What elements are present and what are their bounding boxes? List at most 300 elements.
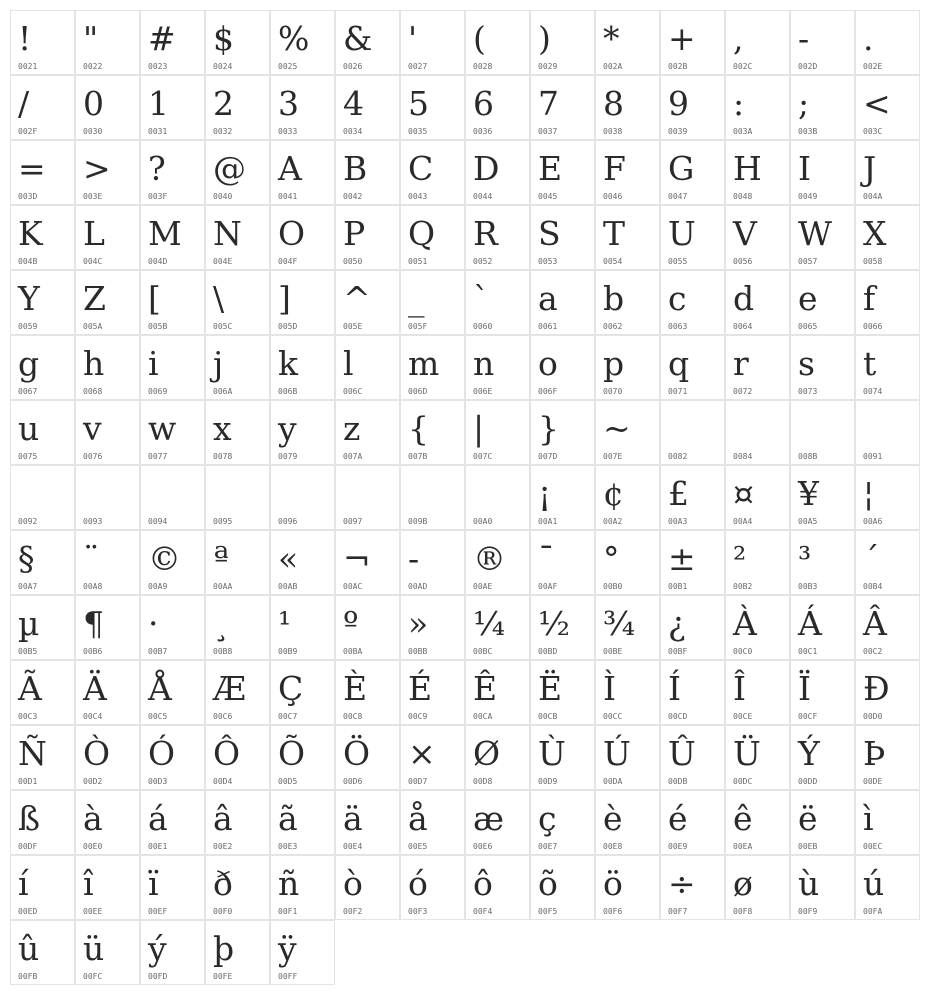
glyph-cell	[400, 855, 465, 920]
glyph-character: ^	[343, 279, 371, 318]
glyph-character: 8	[603, 84, 624, 123]
glyph-codepoint-label: 0038	[603, 127, 623, 136]
glyph-codepoint-label: 00E7	[538, 842, 558, 851]
glyph-character: Ï	[798, 669, 812, 708]
glyph-cell	[270, 465, 335, 530]
glyph-character: s	[798, 344, 815, 383]
glyph-cell	[725, 10, 790, 75]
glyph-cell	[855, 660, 920, 725]
glyph-codepoint-label: 00ED	[18, 907, 38, 916]
glyph-cell	[335, 530, 400, 595]
glyph-codepoint-label: 0029	[538, 62, 558, 71]
glyph-character: ³	[798, 539, 812, 578]
glyph-codepoint-label: 00F9	[798, 907, 818, 916]
glyph-codepoint-label: 0095	[213, 517, 233, 526]
glyph-character: <	[863, 84, 891, 123]
glyph-codepoint-label: 00AE	[473, 582, 493, 591]
glyph-character: Å	[148, 669, 172, 708]
glyph-codepoint-label: 0023	[148, 62, 168, 71]
glyph-cell	[530, 335, 595, 400]
glyph-character: Ã	[18, 669, 42, 708]
glyph-codepoint-label: 005A	[83, 322, 103, 331]
glyph-codepoint-label: 00B4	[863, 582, 883, 591]
glyph-cell	[660, 205, 725, 270]
glyph-cell	[140, 855, 205, 920]
glyph-character: Õ	[278, 734, 306, 773]
glyph-cell	[270, 10, 335, 75]
glyph-character: n	[473, 344, 495, 383]
glyph-character: T	[603, 214, 626, 253]
glyph-cell	[75, 465, 140, 530]
glyph-codepoint-label: 0027	[408, 62, 428, 71]
glyph-cell	[10, 400, 75, 465]
glyph-codepoint-label: 00B8	[213, 647, 233, 656]
glyph-cell	[465, 595, 530, 660]
glyph-cell	[75, 855, 140, 920]
glyph-cell	[205, 400, 270, 465]
glyph-cell	[335, 205, 400, 270]
glyph-cell	[75, 10, 140, 75]
glyph-character: q	[668, 344, 690, 383]
glyph-character: a	[538, 279, 558, 318]
glyph-character: U	[668, 214, 696, 253]
glyph-character: Î	[733, 669, 747, 708]
glyph-character: ~	[603, 409, 631, 448]
glyph-cell	[465, 10, 530, 75]
glyph-codepoint-label: 00BA	[343, 647, 363, 656]
glyph-cell	[75, 530, 140, 595]
glyph-codepoint-label: 002D	[798, 62, 818, 71]
glyph-character: )	[538, 19, 551, 58]
glyph-character: ß	[18, 799, 41, 838]
glyph-codepoint-label: 00EE	[83, 907, 103, 916]
glyph-cell	[530, 400, 595, 465]
glyph-character: h	[83, 344, 105, 383]
glyph-cell	[790, 270, 855, 335]
glyph-cell	[10, 790, 75, 855]
glyph-character: «	[278, 539, 299, 578]
glyph-codepoint-label: 00E2	[213, 842, 233, 851]
glyph-character: î	[83, 864, 94, 903]
glyph-codepoint-label: 00F3	[408, 907, 428, 916]
glyph-character: =	[18, 149, 46, 188]
glyph-codepoint-label: 0070	[603, 387, 623, 396]
glyph-codepoint-label: 0079	[278, 452, 298, 461]
glyph-codepoint-label: 00A0	[473, 517, 493, 526]
glyph-character: d	[733, 279, 755, 318]
glyph-character: M	[148, 214, 182, 253]
glyph-codepoint-label: 00D9	[538, 777, 558, 786]
glyph-character: Ö	[343, 734, 371, 773]
glyph-codepoint-label: 0044	[473, 192, 493, 201]
glyph-codepoint-label: 0055	[668, 257, 688, 266]
glyph-codepoint-label: 0059	[18, 322, 38, 331]
glyph-cell	[595, 530, 660, 595]
glyph-character: x	[213, 409, 232, 448]
glyph-character: E	[538, 149, 563, 188]
glyph-codepoint-label: 00AA	[213, 582, 233, 591]
glyph-cell	[140, 660, 205, 725]
glyph-cell	[530, 595, 595, 660]
glyph-character: %	[278, 19, 310, 58]
glyph-character: @	[213, 149, 246, 188]
glyph-codepoint-label: 00AF	[538, 582, 558, 591]
glyph-cell	[335, 790, 400, 855]
glyph-character: É	[408, 669, 433, 708]
glyph-character: ¯	[538, 539, 555, 578]
glyph-codepoint-label: 00BE	[603, 647, 623, 656]
glyph-character: Û	[668, 734, 696, 773]
glyph-character: Ê	[473, 669, 498, 708]
glyph-cell	[790, 75, 855, 140]
glyph-codepoint-label: 00DD	[798, 777, 818, 786]
glyph-codepoint-label: 00D6	[343, 777, 363, 786]
glyph-character: (	[473, 19, 486, 58]
glyph-character: i	[148, 344, 159, 383]
glyph-character: ¨	[83, 539, 100, 578]
glyph-codepoint-label: 0096	[278, 517, 298, 526]
glyph-character: â	[213, 799, 233, 838]
glyph-codepoint-label: 00B3	[798, 582, 818, 591]
glyph-character: Í	[668, 669, 682, 708]
glyph-character: Þ	[863, 734, 886, 773]
glyph-codepoint-label: 007D	[538, 452, 558, 461]
glyph-character: ®	[473, 539, 506, 578]
glyph-codepoint-label: 00FF	[278, 972, 298, 981]
glyph-character: ¾	[603, 604, 635, 643]
glyph-character: ×	[408, 734, 436, 773]
glyph-cell	[75, 205, 140, 270]
glyph-cell	[855, 725, 920, 790]
glyph-character: ¢	[603, 474, 624, 513]
glyph-codepoint-label: 002B	[668, 62, 688, 71]
glyph-character: 6	[473, 84, 494, 123]
glyph-codepoint-label: 00C8	[343, 712, 363, 721]
glyph-codepoint-label: 00EF	[148, 907, 168, 916]
glyph-codepoint-label: 0037	[538, 127, 558, 136]
glyph-codepoint-label: 006B	[278, 387, 298, 396]
glyph-cell	[855, 75, 920, 140]
glyph-cell	[790, 465, 855, 530]
glyph-character: c	[668, 279, 687, 318]
glyph-cell	[335, 595, 400, 660]
glyph-cell	[725, 595, 790, 660]
glyph-codepoint-label: 00FE	[213, 972, 233, 981]
glyph-codepoint-label: 007C	[473, 452, 493, 461]
glyph-cell	[465, 725, 530, 790]
glyph-cell	[465, 465, 530, 530]
glyph-codepoint-label: 00C2	[863, 647, 883, 656]
glyph-cell	[270, 725, 335, 790]
glyph-character: ï	[148, 864, 159, 903]
glyph-codepoint-label: 004E	[213, 257, 233, 266]
glyph-codepoint-label: 00B0	[603, 582, 623, 591]
glyph-character: Ø	[473, 734, 501, 773]
glyph-character: à	[83, 799, 103, 838]
glyph-character: Ò	[83, 734, 111, 773]
glyph-cell	[205, 335, 270, 400]
glyph-character: ¶	[83, 604, 104, 643]
glyph-cell	[725, 465, 790, 530]
glyph-cell	[855, 400, 920, 465]
glyph-cell	[595, 725, 660, 790]
glyph-cell	[790, 660, 855, 725]
glyph-codepoint-label: 00E9	[668, 842, 688, 851]
glyph-character: ð	[213, 864, 233, 903]
glyph-cell	[10, 75, 75, 140]
glyph-character: ì	[863, 799, 874, 838]
glyph-cell	[790, 205, 855, 270]
glyph-cell	[205, 595, 270, 660]
glyph-cell	[10, 855, 75, 920]
glyph-character: ¬	[343, 539, 371, 578]
glyph-cell	[140, 920, 205, 985]
glyph-character: I	[798, 149, 812, 188]
glyph-codepoint-label: 0063	[668, 322, 688, 331]
glyph-codepoint-label: 0069	[148, 387, 168, 396]
glyph-character: J	[863, 149, 877, 188]
glyph-character: Â	[863, 604, 887, 643]
glyph-codepoint-label: 00C3	[18, 712, 38, 721]
glyph-character: `	[473, 279, 490, 318]
glyph-character: 5	[408, 84, 429, 123]
glyph-codepoint-label: 005B	[148, 322, 168, 331]
glyph-codepoint-label: 0050	[343, 257, 363, 266]
glyph-character: ¦	[863, 474, 875, 513]
glyph-codepoint-label: 00F7	[668, 907, 688, 916]
glyph-cell	[75, 75, 140, 140]
glyph-cell	[270, 595, 335, 660]
glyph-codepoint-label: 0053	[538, 257, 558, 266]
glyph-cell	[725, 790, 790, 855]
glyph-character: O	[278, 214, 306, 253]
glyph-character: æ	[473, 799, 505, 838]
glyph-codepoint-label: 0076	[83, 452, 103, 461]
glyph-cell	[10, 10, 75, 75]
glyph-codepoint-label: 0036	[473, 127, 493, 136]
glyph-codepoint-label: 00A5	[798, 517, 818, 526]
glyph-character: t	[863, 344, 877, 383]
glyph-character: ó	[408, 864, 428, 903]
glyph-character: ã	[278, 799, 298, 838]
glyph-character: Q	[408, 214, 436, 253]
glyph-cell	[205, 790, 270, 855]
glyph-cell	[725, 140, 790, 205]
glyph-cell	[270, 205, 335, 270]
glyph-codepoint-label: 0074	[863, 387, 883, 396]
glyph-codepoint-label: 0072	[733, 387, 753, 396]
glyph-cell	[530, 530, 595, 595]
glyph-character: #	[148, 19, 176, 58]
glyph-cell	[465, 400, 530, 465]
glyph-cell	[10, 595, 75, 660]
glyph-codepoint-label: 003F	[148, 192, 168, 201]
glyph-cell	[595, 10, 660, 75]
glyph-cell	[270, 335, 335, 400]
glyph-character: >	[83, 149, 111, 188]
glyph-codepoint-label: 00CB	[538, 712, 558, 721]
glyph-codepoint-label: 005C	[213, 322, 233, 331]
glyph-codepoint-label: 0056	[733, 257, 753, 266]
glyph-codepoint-label: 002F	[18, 127, 38, 136]
glyph-character: £	[668, 474, 689, 513]
glyph-character: e	[798, 279, 818, 318]
glyph-character: j	[213, 344, 224, 383]
glyph-cell	[140, 270, 205, 335]
glyph-cell	[595, 855, 660, 920]
glyph-character: *	[603, 19, 620, 58]
glyph-cell	[400, 660, 465, 725]
glyph-cell	[140, 725, 205, 790]
glyph-cell	[10, 725, 75, 790]
glyph-codepoint-label: 00D5	[278, 777, 298, 786]
glyph-character: Á	[798, 604, 822, 643]
glyph-codepoint-label: 00BB	[408, 647, 428, 656]
glyph-codepoint-label: 00EC	[863, 842, 883, 851]
glyph-codepoint-label: 0091	[863, 452, 883, 461]
glyph-codepoint-label: 00E0	[83, 842, 103, 851]
glyph-codepoint-label: 00BC	[473, 647, 493, 656]
glyph-cell	[530, 10, 595, 75]
glyph-character: ô	[473, 864, 493, 903]
glyph-cell	[660, 530, 725, 595]
glyph-cell	[855, 335, 920, 400]
glyph-character: H	[733, 149, 762, 188]
glyph-cell	[790, 400, 855, 465]
glyph-cell	[270, 530, 335, 595]
glyph-cell	[335, 335, 400, 400]
glyph-character: -	[408, 539, 420, 578]
glyph-cell	[140, 595, 205, 660]
glyph-character: A	[278, 149, 302, 188]
glyph-character: 2	[213, 84, 234, 123]
glyph-codepoint-label: 006A	[213, 387, 233, 396]
glyph-cell	[400, 465, 465, 530]
glyph-cell	[595, 335, 660, 400]
glyph-cell	[660, 725, 725, 790]
glyph-cell	[205, 75, 270, 140]
glyph-cell	[660, 75, 725, 140]
glyph-cell	[75, 920, 140, 985]
glyph-codepoint-label: 00FC	[83, 972, 103, 981]
glyph-cell	[205, 855, 270, 920]
glyph-codepoint-label: 00F0	[213, 907, 233, 916]
glyph-codepoint-label: 00D1	[18, 777, 38, 786]
glyph-cell	[595, 660, 660, 725]
glyph-codepoint-label: 00E8	[603, 842, 623, 851]
glyph-character: $	[213, 19, 234, 58]
glyph-codepoint-label: 00E3	[278, 842, 298, 851]
glyph-character: b	[603, 279, 625, 318]
glyph-cell	[790, 790, 855, 855]
glyph-codepoint-label: 0068	[83, 387, 103, 396]
glyph-character: C	[408, 149, 434, 188]
glyph-cell	[790, 335, 855, 400]
glyph-codepoint-label: 0035	[408, 127, 428, 136]
glyph-character: å	[408, 799, 428, 838]
glyph-character: Ë	[538, 669, 563, 708]
glyph-cell	[530, 855, 595, 920]
glyph-codepoint-label: 00B2	[733, 582, 753, 591]
glyph-character: l	[343, 344, 354, 383]
glyph-codepoint-label: 003C	[863, 127, 883, 136]
glyph-character: È	[343, 669, 368, 708]
glyph-cell	[10, 530, 75, 595]
glyph-codepoint-label: 00FD	[148, 972, 168, 981]
glyph-character: ê	[733, 799, 753, 838]
glyph-cell	[595, 790, 660, 855]
glyph-cell	[270, 920, 335, 985]
glyph-cell	[530, 270, 595, 335]
glyph-character: °	[603, 539, 620, 578]
glyph-cell	[400, 790, 465, 855]
glyph-character: ù	[798, 864, 820, 903]
glyph-codepoint-label: 004A	[863, 192, 883, 201]
glyph-cell	[725, 205, 790, 270]
glyph-character: ÷	[668, 864, 696, 903]
glyph-cell	[400, 205, 465, 270]
glyph-codepoint-label: 00CD	[668, 712, 688, 721]
glyph-cell	[270, 140, 335, 205]
glyph-codepoint-label: 0065	[798, 322, 818, 331]
glyph-cell	[205, 270, 270, 335]
glyph-codepoint-label: 00F8	[733, 907, 753, 916]
glyph-codepoint-label: 00EB	[798, 842, 818, 851]
glyph-codepoint-label: 0084	[733, 452, 753, 461]
glyph-codepoint-label: 0025	[278, 62, 298, 71]
glyph-character: g	[18, 344, 40, 383]
glyph-cell	[465, 855, 530, 920]
glyph-character: º	[343, 604, 359, 643]
glyph-cell	[725, 400, 790, 465]
glyph-character: Ð	[863, 669, 890, 708]
glyph-character: z	[343, 409, 361, 448]
glyph-cell	[10, 270, 75, 335]
glyph-character: W	[798, 214, 832, 253]
glyph-cell	[400, 335, 465, 400]
glyph-cell	[400, 270, 465, 335]
glyph-cell	[595, 205, 660, 270]
glyph-cell	[75, 790, 140, 855]
glyph-cell	[530, 465, 595, 530]
glyph-cell	[10, 465, 75, 530]
glyph-character: 4	[343, 84, 364, 123]
glyph-character: û	[18, 929, 40, 968]
glyph-codepoint-label: 0078	[213, 452, 233, 461]
glyph-cell	[400, 725, 465, 790]
glyph-cell	[270, 855, 335, 920]
glyph-cell	[595, 465, 660, 530]
glyph-character: ¸	[213, 604, 230, 643]
glyph-codepoint-label: 00B1	[668, 582, 688, 591]
glyph-character: Ù	[538, 734, 566, 773]
glyph-codepoint-label: 00D0	[863, 712, 883, 721]
glyph-character: 9	[668, 84, 689, 123]
glyph-codepoint-label: 00AB	[278, 582, 298, 591]
glyph-cell	[10, 920, 75, 985]
glyph-codepoint-label: 00E5	[408, 842, 428, 851]
glyph-cell	[725, 335, 790, 400]
glyph-codepoint-label: 00D2	[83, 777, 103, 786]
glyph-codepoint-label: 00DE	[863, 777, 883, 786]
glyph-codepoint-label: 0057	[798, 257, 818, 266]
glyph-character: L	[83, 214, 105, 253]
glyph-cell	[465, 530, 530, 595]
glyph-character: y	[278, 409, 297, 448]
glyph-codepoint-label: 0028	[473, 62, 493, 71]
glyph-character: m	[408, 344, 440, 383]
glyph-character: ±	[668, 539, 696, 578]
